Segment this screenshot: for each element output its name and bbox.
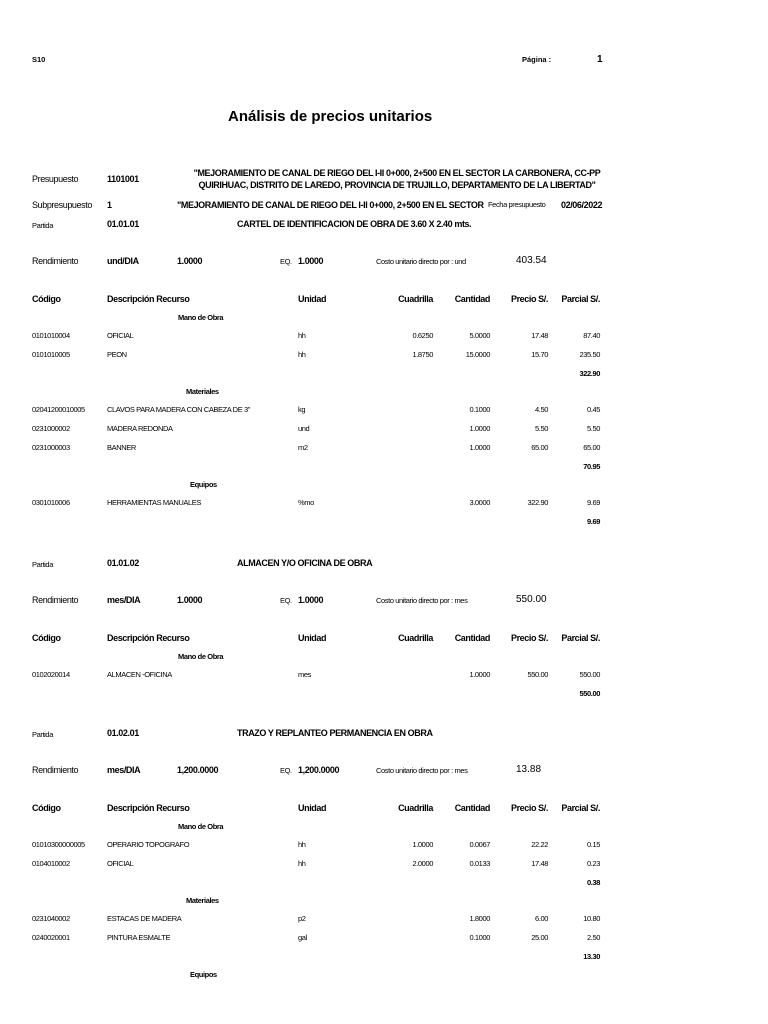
resource-cantidad: 1.8000 [469,914,490,923]
resource-codigo: 0301010006 [32,498,70,507]
group-subtotal: 70.95 [583,462,600,471]
resource-precio: 22.22 [531,840,548,849]
group-heading: Mano de Obra [178,313,224,322]
resource-unidad: hh [298,840,306,849]
col-header-codigo: Código [32,633,61,643]
resource-parcial: 5.50 [587,424,600,433]
resource-codigo: 0102020014 [32,670,70,679]
resource-codigo: 0231000002 [32,424,70,433]
resource-descripcion: BANNER [107,443,136,452]
col-header-cuadrilla: Cuadrilla [398,803,433,813]
resource-codigo: 02041200010005 [32,405,85,414]
resource-codigo: 0104010002 [32,859,70,868]
eq-value: 1,200.0000 [298,765,340,775]
costo-unitario-label: Costo unitario directo por : mes [376,596,468,605]
resource-descripcion: CLAVOS PARA MADERA CON CABEZA DE 3" [107,405,251,414]
resource-parcial: 2.50 [587,933,600,942]
group-subtotal: 13.30 [583,952,600,961]
group-subtotal: 550.00 [579,689,600,698]
eq-label: EQ. [280,766,292,775]
col-header-descripcion: Descripción Recurso [107,803,190,813]
resource-unidad: hh [298,350,306,359]
resource-cantidad: 0.0067 [469,840,490,849]
resource-descripcion: OFICIAL [107,331,134,340]
col-header-codigo: Código [32,803,61,813]
page-label: Página : [522,55,552,64]
resource-codigo: 0240020001 [32,933,70,942]
resource-codigo: 0231040002 [32,914,70,923]
resource-cantidad: 3.0000 [469,498,490,507]
eq-label: EQ. [280,257,292,266]
resource-precio: 6.00 [535,914,548,923]
rendimiento-label: Rendimiento [32,765,79,775]
resource-cuadrilla: 0.6250 [412,331,433,340]
resource-parcial: 0.15 [587,840,600,849]
col-header-parcial: Parcial S/. [561,633,600,643]
col-header-unidad: Unidad [298,633,327,643]
resource-unidad: mes [298,670,311,679]
resource-descripcion: ESTACAS DE MADERA [107,914,182,923]
resource-codigo: 0101010004 [32,331,70,340]
partida-label: Partida [32,730,53,739]
fecha-label: Fecha presupuesto [488,200,546,209]
resource-precio: 25.00 [531,933,548,942]
group-heading: Materiales [186,896,219,905]
resource-unidad: hh [298,859,306,868]
resource-cantidad: 1.0000 [469,670,490,679]
costo-unitario-label: Costo unitario directo por : mes [376,766,468,775]
eq-value: 1.0000 [298,595,324,605]
resource-precio: 65.00 [531,443,548,452]
rendimiento-value: 1.0000 [177,256,203,266]
resource-unidad: p2 [298,914,306,923]
page-title: Análisis de precios unitarios [228,108,433,125]
subpresupuesto-label: Subpresupuesto [32,200,92,210]
col-header-cantidad: Cantidad [454,633,490,643]
col-header-unidad: Unidad [298,294,327,304]
group-heading: Equipos [190,480,217,489]
resource-parcial: 10.80 [583,914,600,923]
col-header-descripcion: Descripción Recurso [107,633,190,643]
col-header-precio: Precio S/. [510,294,548,304]
rendimiento-value: 1,200.0000 [177,765,219,775]
rendimiento-value: 1.0000 [177,595,203,605]
partida-name: CARTEL DE IDENTIFICACION DE OBRA DE 3.60 X 2.40 mts. [237,219,472,229]
resource-unidad: kg [298,405,306,414]
resource-precio: 322.90 [527,498,548,507]
resource-descripcion: OFICIAL [107,859,134,868]
resource-unidad: m2 [298,443,308,452]
partida-name: TRAZO Y REPLANTEO PERMANENCIA EN OBRA [237,728,433,738]
col-header-precio: Precio S/. [510,803,548,813]
rendimiento-label: Rendimiento [32,595,79,605]
resource-precio: 5.50 [535,424,548,433]
costo-unitario-value: 550.00 [516,594,547,605]
resource-cuadrilla: 1.0000 [412,840,433,849]
rendimiento-label: Rendimiento [32,256,79,266]
resource-descripcion: HERRAMIENTAS MANUALES [107,498,201,507]
col-header-cuadrilla: Cuadrilla [398,294,433,304]
group-heading: Mano de Obra [178,652,224,661]
resource-parcial: 235.50 [579,350,600,359]
col-header-cuadrilla: Cuadrilla [398,633,433,643]
resource-descripcion: PINTURA ESMALTE [107,933,171,942]
eq-value: 1.0000 [298,256,324,266]
col-header-codigo: Código [32,294,61,304]
group-heading: Equipos [190,970,217,979]
resource-cuadrilla: 2.0000 [412,859,433,868]
partida-label: Partida [32,221,53,230]
presupuesto-label: Presupuesto [32,174,79,184]
col-header-parcial: Parcial S/. [561,294,600,304]
group-subtotal: 322.90 [579,369,600,378]
presupuesto-code: 1101001 [107,174,139,184]
col-header-descripcion: Descripción Recurso [107,294,190,304]
resource-codigo: 01010300000005 [32,840,85,849]
partida-name: ALMACEN Y/O OFICINA DE OBRA [237,558,373,568]
costo-unitario-value: 13.88 [516,764,542,775]
resource-unidad: und [298,424,310,433]
col-header-cantidad: Cantidad [454,803,490,813]
resource-cantidad: 1.0000 [469,424,490,433]
partida-label: Partida [32,560,53,569]
rendimiento-unit: mes/DIA [107,765,141,775]
resource-codigo: 0231000003 [32,443,70,452]
partida-code: 01.02.01 [107,728,139,738]
col-header-unidad: Unidad [298,803,327,813]
resource-precio: 15.70 [531,350,548,359]
resource-precio: 17.48 [531,331,548,340]
resource-precio: 4.50 [535,405,548,414]
presupuesto-desc-line1: "MEJORAMIENTO DE CANAL DE RIEGO DEL I-II 0+000, 2+500 EN EL SECTOR LA CARBONERA, CC-PP [193,168,601,178]
group-subtotal: 9.69 [587,517,600,526]
resource-descripcion: OPERARIO TOPOGRAFO [107,840,190,849]
resource-unidad: hh [298,331,306,340]
resource-cantidad: 5.0000 [469,331,490,340]
col-header-parcial: Parcial S/. [561,803,600,813]
resource-codigo: 0101010005 [32,350,70,359]
group-heading: Mano de Obra [178,822,224,831]
rendimiento-unit: und/DIA [107,256,139,266]
fecha-value: 02/06/2022 [561,200,603,210]
resource-descripcion: MADERA REDONDA [107,424,173,433]
rendimiento-unit: mes/DIA [107,595,141,605]
resource-descripcion: ALMACEN -OFICINA [107,670,172,679]
subpresupuesto-code: 1 [107,200,112,210]
resource-parcial: 9.69 [587,498,600,507]
partida-code: 01.01.01 [107,219,139,229]
resource-cantidad: 0.1000 [469,933,490,942]
resource-unidad: gal [298,933,307,942]
col-header-precio: Precio S/. [510,633,548,643]
resource-parcial: 65.00 [583,443,600,452]
resource-unidad: %mo [298,498,314,507]
col-header-cantidad: Cantidad [454,294,490,304]
resource-precio: 17.48 [531,859,548,868]
page-number: 1 [597,54,603,65]
resource-descripcion: PEON [107,350,127,359]
resource-parcial: 550.00 [579,670,600,679]
group-heading: Materiales [186,387,219,396]
resource-precio: 550.00 [527,670,548,679]
costo-unitario-value: 403.54 [516,255,547,266]
partida-code: 01.01.02 [107,558,139,568]
resource-parcial: 87.40 [583,331,600,340]
report-code: S10 [32,55,46,64]
resource-cantidad: 0.1000 [469,405,490,414]
resource-cantidad: 0.0133 [469,859,490,868]
eq-label: EQ. [280,596,292,605]
resource-cantidad: 1.0000 [469,443,490,452]
group-subtotal: 0.38 [587,878,600,887]
costo-unitario-label: Costo unitario directo por : und [376,257,466,266]
presupuesto-desc-line2: QUIRIHUAC, DISTRITO DE LAREDO, PROVINCIA DE TRUJILLO, DEPARTAMENTO DE LA LIBERTAD" [198,180,596,190]
resource-parcial: 0.23 [587,859,600,868]
subpresupuesto-desc: "MEJORAMIENTO DE CANAL DE RIEGO DEL I-II 0+000, 2+500 EN EL SECTOR [177,200,484,210]
resource-cantidad: 15.0000 [465,350,490,359]
resource-parcial: 0.45 [587,405,600,414]
resource-cuadrilla: 1.8750 [412,350,433,359]
